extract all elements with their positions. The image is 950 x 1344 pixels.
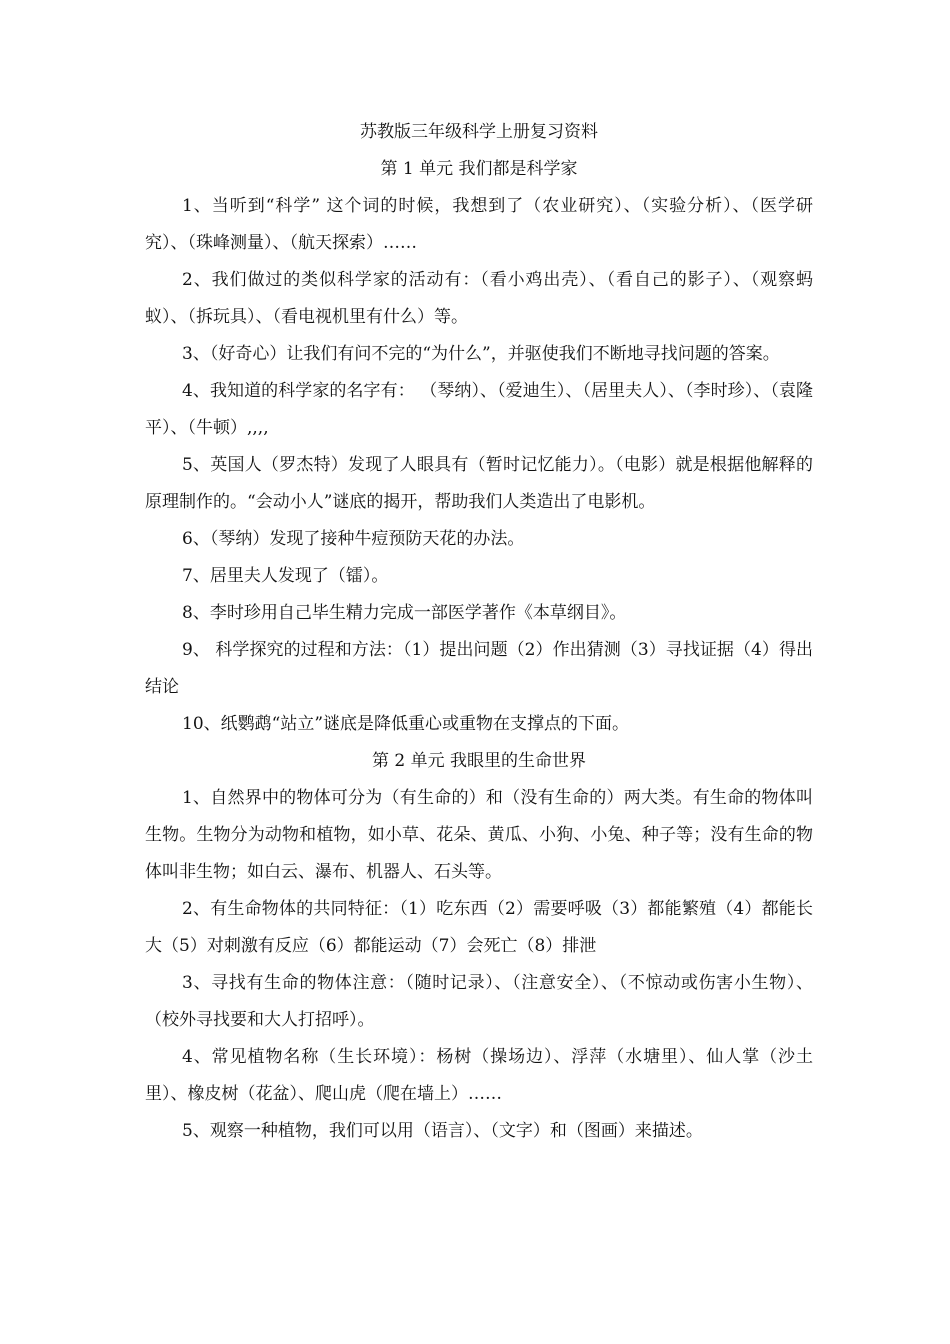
document-title: 苏教版三年级科学上册复习资料 (360, 122, 598, 142)
unit-1-heading: 第 1 单元 我们都是科学家 (380, 159, 578, 179)
document-content (145, 114, 813, 1150)
unit-1-paragraph: 8、李时珍用自己毕生精力完成一部医学著作《本草纲目》。 (182, 603, 627, 623)
unit-2-paragraph: 5、观察一种植物，我们可以用（语言）、（文字）和（图画）来描述。 (182, 1121, 703, 1141)
unit-1-paragraph: 10、纸鹦鹉“站立”谜底是降低重心或重物在支撑点的下面。 (182, 714, 630, 734)
unit-1-paragraph: 6、（琴纳）发现了接种牛痘预防天花的办法。 (182, 529, 525, 549)
unit-1-paragraph: 7、居里夫人发现了（镭）。 (182, 566, 389, 586)
unit-1-paragraph: 2、我们做过的类似科学家的活动有：（看小鸡出壳）、（看自己的影子）、（观察蚂蚁）、（拆玩具）、（看电视机里有什么）等。 (145, 270, 813, 327)
unit-2-heading: 第 2 单元 我眼里的生命世界 (371, 751, 587, 771)
unit-2-paragraph: 4、常见植物名称（生长环境）：杨树（操场边）、浮萍（水塘里）、仙人掌（沙土里）、橡皮树（花盆）、爬山虎（爬在墙上）…… (145, 1047, 813, 1104)
unit-2-paragraph: 3、寻找有生命的物体注意：（随时记录）、（注意安全）、（不惊动或伤害小生物）、（校外寻找要和大人打招呼）。 (145, 973, 813, 1030)
unit-2-paragraph: 1、自然界中的物体可分为（有生命的）和（没有生命的）两大类。有生命的物体叫生物。生物分为动物和植物，如小草、花朵、黄瓜、小狗、小兔、种子等；没有生命的物体叫非生物；如白云、瀑布、机器人、石头等。 (145, 788, 813, 882)
unit-1-paragraph: 5、英国人（罗杰特）发现了人眼具有（暂时记忆能力）。（电影）就是根据他解释的原理制作的。“会动小人”谜底的揭开，帮助我们人类造出了电影机。 (145, 455, 813, 512)
unit-1-paragraph: 9、 科学探究的过程和方法：（1）提出问题（2）作出猜测（3）寻找证据（4）得出结论 (145, 640, 813, 697)
unit-2-paragraph: 2、有生命物体的共同特征：（1）吃东西（2）需要呼吸（3）都能繁殖（4）都能长大（5）对刺激有反应（6）都能运动（7）会死亡（8）排泄 (145, 899, 813, 956)
unit-1-paragraph: 1、当听到“科学” 这个词的时候，我想到了（农业研究）、（实验分析）、（医学研究）、（珠峰测量）、（航天探索）…… (145, 196, 813, 253)
unit-1-paragraph: 4、我知道的科学家的名字有： （琴纳）、（爱迪生）、（居里夫人）、（李时珍）、（袁隆平）、（牛顿）,,,, (145, 381, 813, 438)
unit-1-paragraph: 3、（好奇心）让我们有问不完的“为什么”，并驱使我们不断地寻找问题的答案。 (182, 344, 780, 364)
